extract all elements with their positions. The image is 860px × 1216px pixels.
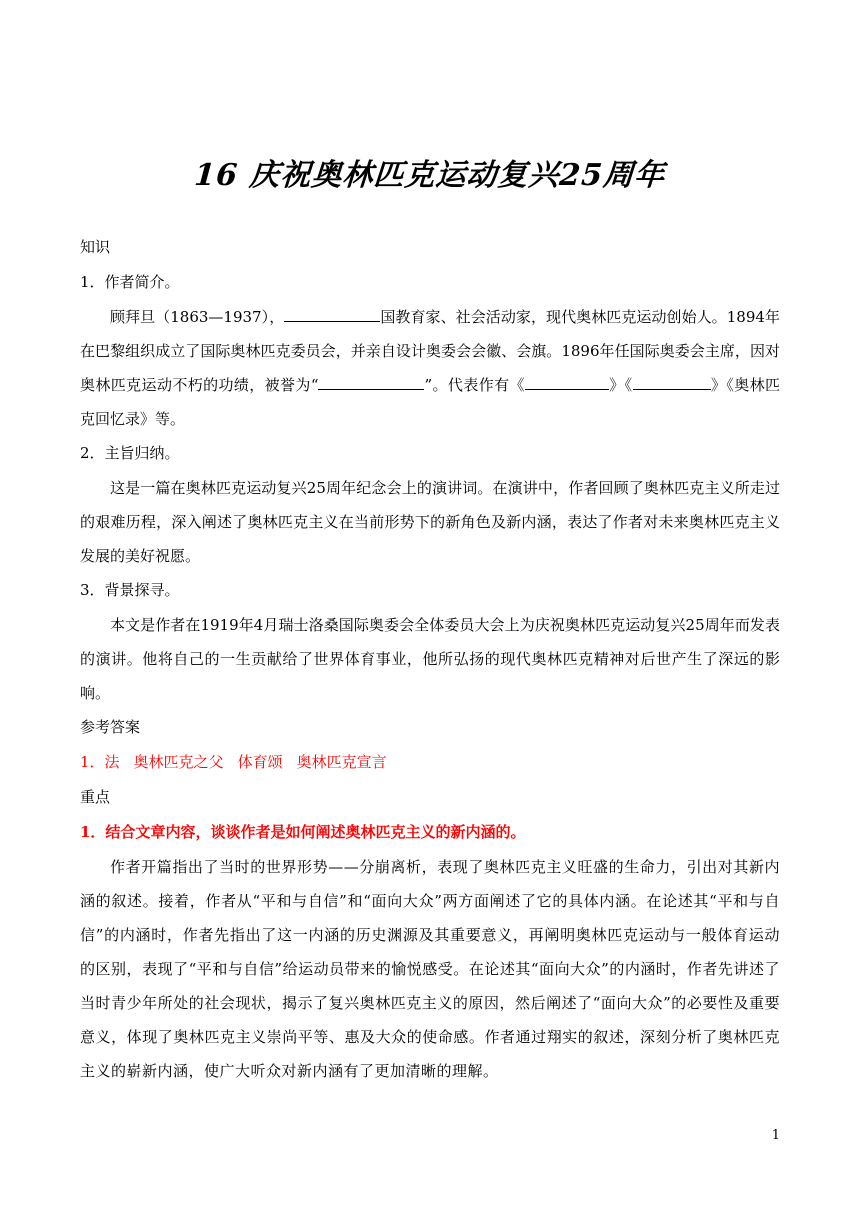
fill-blank-country [284, 305, 380, 322]
question-heading-author: 1．作者简介。 [80, 273, 180, 291]
page-number: 1 [771, 1128, 780, 1143]
question-heading-background: 3．背景探寻。 [80, 581, 180, 599]
theme-paragraph: 这是一篇在奥林匹克运动复兴25周年纪念会上的演讲词。在演讲中，作者回顾了奥林匹克主义所走过的艰难历程，深入阐述了奥林匹克主义在当前形势下的新角色及新内涵，表达了作者对未来奥林匹克主义发展的美好祝愿。 [80, 479, 780, 565]
focus-answer-paragraph: 作者开篇指出了当时的世界形势——分崩离析，表现了奥林匹克主义旺盛的生命力，引出对其新内涵的叙述。接着，作者从“平和与自信”和“面向大众”两方面阐述了它的具体内涵。在论述其“平和与自信”的内涵时，作者先指出了这一内涵的历史渊源及其重要意义，再阐明奥林匹克运动与一般体育运动的区别，表现了“平和与自信”给运动员带来的愉悦感受。在论述其“面向大众”的内涵时，作者先讲述了当时青少年所处的社会现状，揭示了复兴奥林匹克主义的原因，然后阐述了“面向大众”的必要性及重要意义，体现了奥林匹克主义崇尚平等、惠及大众的使命感。作者通过翔实的叙述，深刻分析了奥林匹克主义的崭新内涵，使广大听众对新内涵有了更加清晰的理解。 [80, 858, 780, 1080]
answer-line [80, 753, 780, 772]
fill-blank-title [318, 373, 424, 390]
answer-work-2: 奥林匹克宣言 [296, 753, 387, 771]
answer-country: 1．法 [80, 753, 120, 771]
author-intro-paragraph [80, 300, 780, 436]
section-heading-focus: 重点 [80, 788, 111, 806]
question-heading-theme: 2．主旨归纳。 [80, 444, 180, 462]
section-heading-knowledge: 知识 [80, 238, 111, 256]
author-intro-text-5: 》《奥林匹克回忆录》等。 [80, 376, 780, 428]
author-intro-text-3: ”。代表作有《 [424, 376, 525, 394]
document-title: 16 庆祝奥林匹克运动复兴25周年 [193, 158, 667, 193]
answer-title: 奥林匹克之父 [133, 753, 224, 771]
focus-question: 1．结合文章内容，谈谈作者是如何阐述奥林匹克主义的新内涵的。 [80, 823, 526, 841]
author-intro-text-4: 》《 [608, 376, 633, 394]
fill-blank-work-1 [525, 373, 609, 390]
section-heading-answers: 参考答案 [80, 718, 141, 736]
fill-blank-work-2 [633, 373, 711, 390]
background-paragraph: 本文是作者在1919年4月瑞士洛桑国际奥委会全体委员大会上为庆祝奥林匹克运动复兴25周年而发表的演讲。他将自己的一生贡献给了世界体育事业，他所弘扬的现代奥林匹克精神对后世产生了深远的影响。 [80, 616, 780, 702]
answer-work-1: 体育颂 [237, 753, 283, 771]
author-intro-text-1: 顾拜旦（1863—1937）， [110, 308, 285, 326]
author-intro-text-2: 国教育家、社会活动家，现代奥林匹克运动创始人。1894年在巴黎组织成立了国际奥林匹克委员会，并亲自设计奥委会会徽、会旗。1896年任国际奥委会主席，因对奥林匹克运动不朽的功绩，被誉为“ [80, 308, 780, 394]
document-body [80, 238, 780, 1096]
